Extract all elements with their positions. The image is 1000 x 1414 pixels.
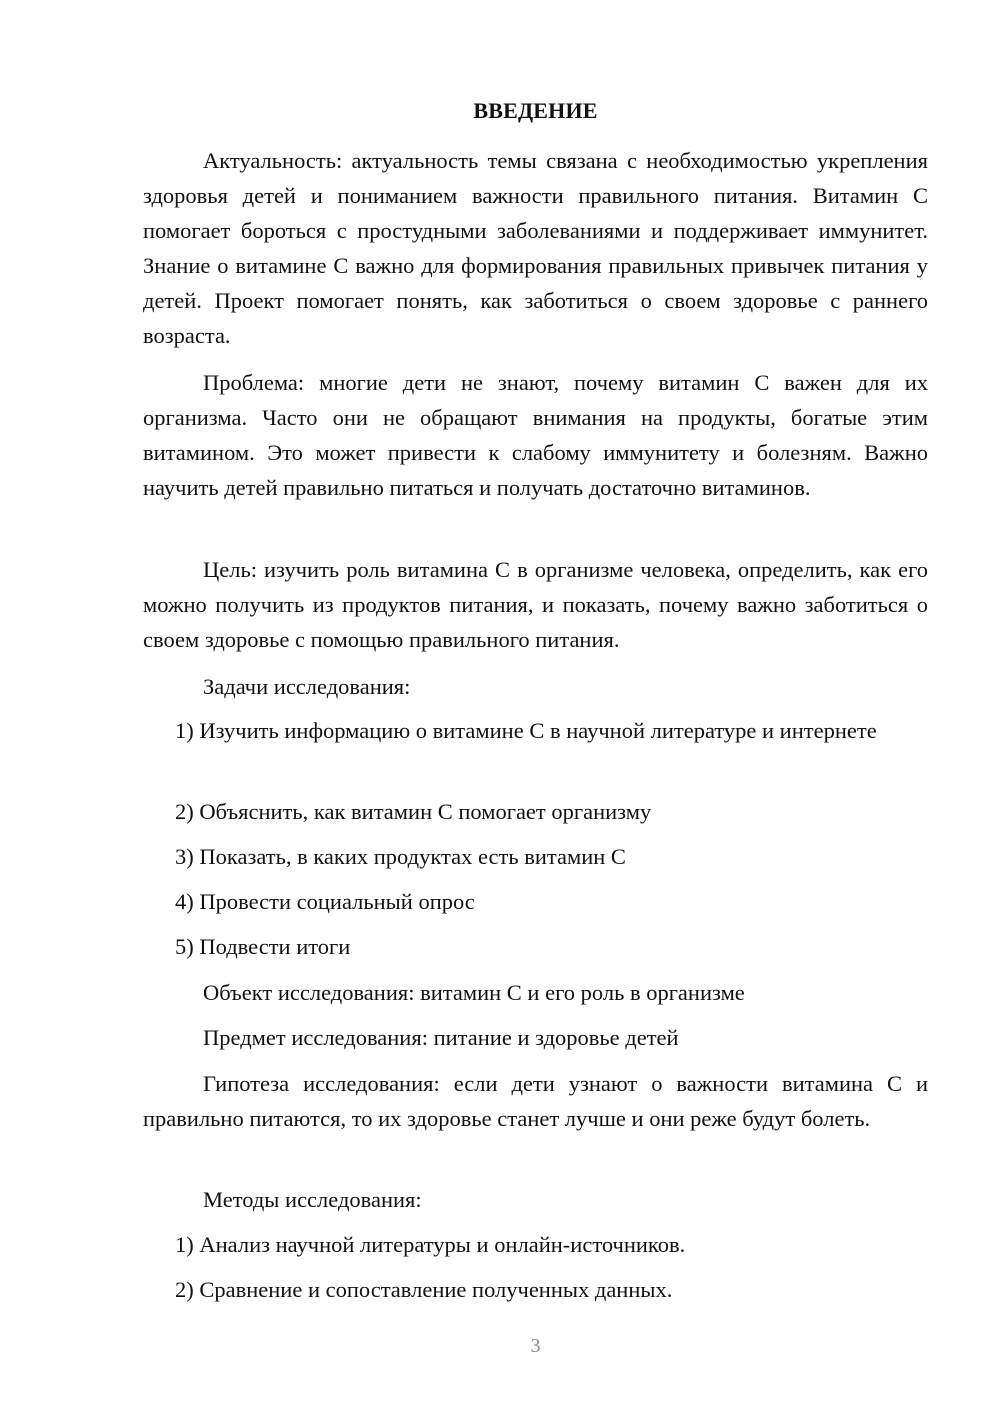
page-title: ВВЕДЕНИЕ (473, 98, 598, 123)
relevance-paragraph: Актуальность: актуальность темы связана с необходимостью укрепления здоровья детей и пониманием важности правильного питания. Витамин С помогает бороться с простудными заболеваниями и поддерживает иммунитет. Знание о витамине С важно для формирования правильных привычек питания у детей. Проект помогает понять, как заботиться о своем здоровье с раннего возраста. (143, 148, 928, 348)
tasks-heading: Задачи исследования: (203, 674, 411, 699)
task-item: 2) Объяснить, как витамин С помогает организму (175, 799, 652, 824)
task-item: 4) Провести социальный опрос (175, 889, 475, 914)
goal-paragraph: Цель: изучить роль витамина С в организме человека, определить, как его можно получить из продуктов питания, и показать, почему важно заботиться о своем здоровье с помощью правильного питания. (143, 557, 928, 652)
document-page (143, 0, 928, 1414)
problem-paragraph: Проблема: многие дети не знают, почему витамин С важен для их организма. Часто они не обращают внимания на продукты, богатые этим витамином. Это может привести к слабому иммунитету и болезням. Важно научить детей правильно питаться и получать достаточно витаминов. (143, 370, 928, 500)
task-item: 1) Изучить информацию о витамине С в научной литературе и интернете (175, 718, 877, 743)
method-item: 2) Сравнение и сопоставление полученных данных. (175, 1277, 673, 1302)
research-object: Объект исследования: витамин С и его роль в организме (203, 980, 745, 1005)
hypothesis-paragraph: Гипотеза исследования: если дети узнают о важности витамина С и правильно питаются, то их здоровье станет лучше и они реже будут болеть. (143, 1071, 928, 1131)
methods-heading: Методы исследования: (203, 1187, 422, 1212)
task-item: 3) Показать, в каких продуктах есть витамин С (175, 844, 626, 869)
page-number: 3 (530, 1335, 541, 1357)
research-subject: Предмет исследования: питание и здоровье детей (203, 1025, 679, 1050)
task-item: 5) Подвести итоги (175, 934, 351, 959)
method-item: 1) Анализ научной литературы и онлайн-источников. (175, 1232, 686, 1257)
